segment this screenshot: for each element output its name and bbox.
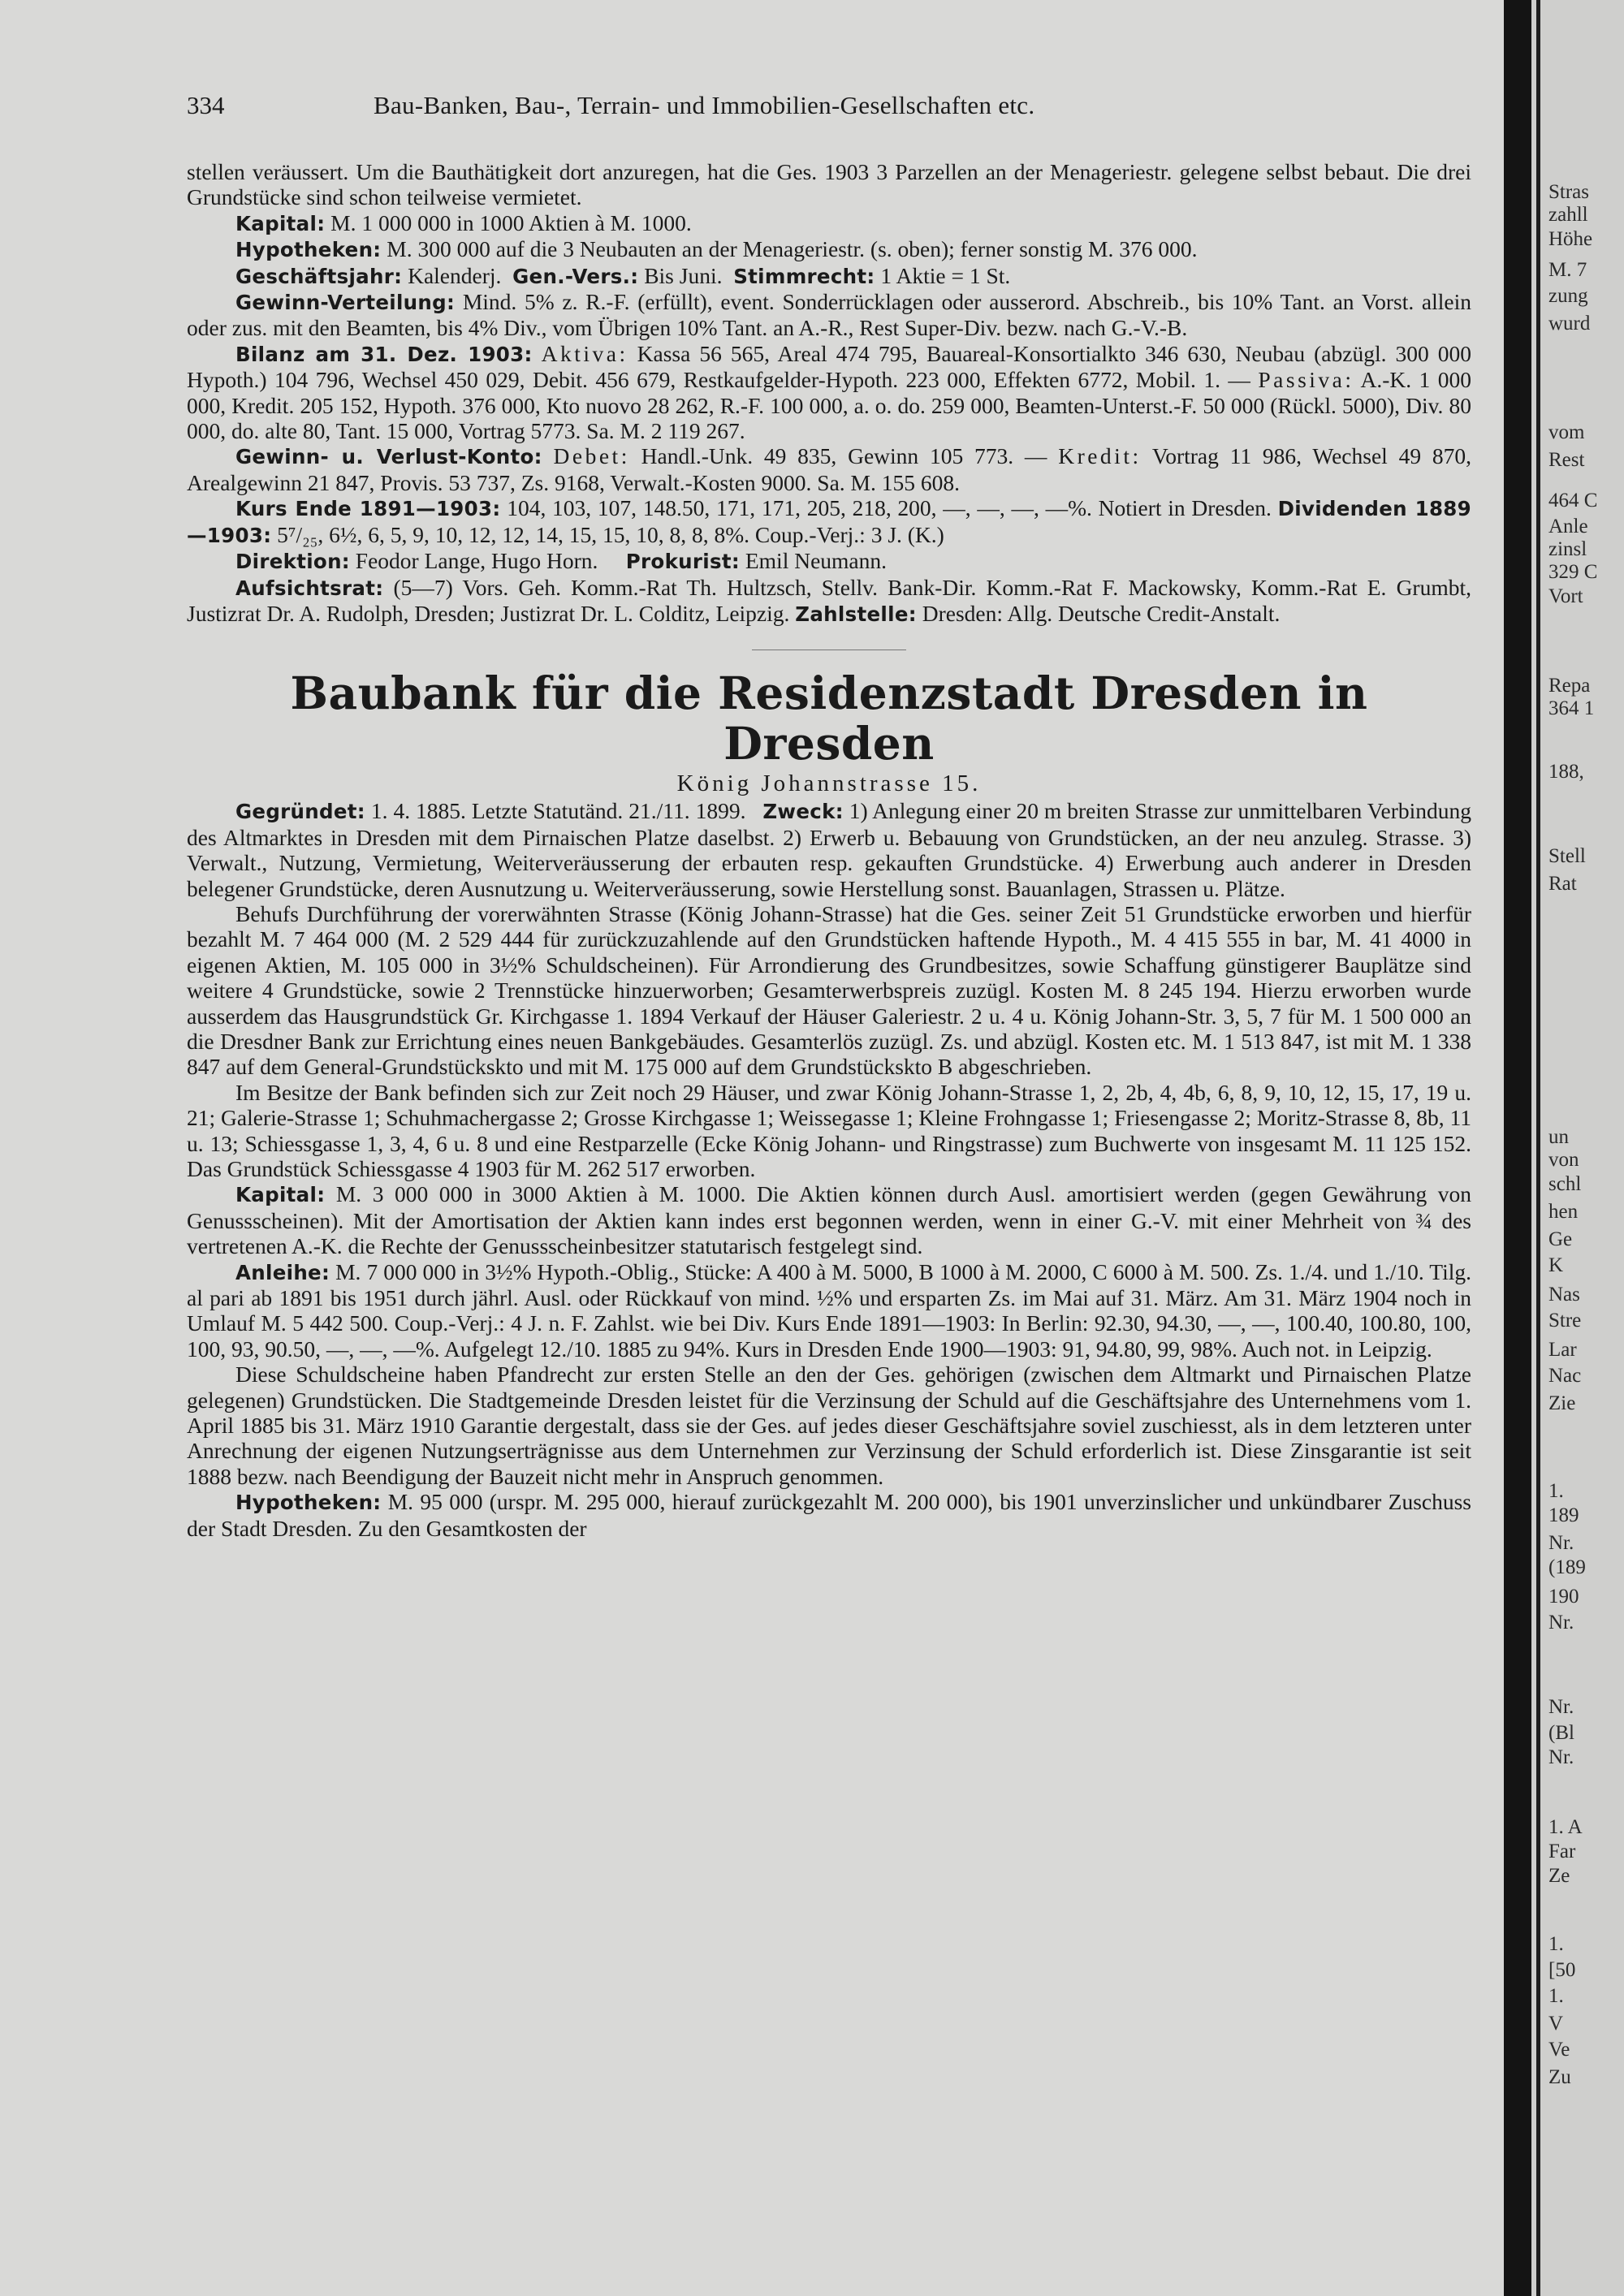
adjacent-page-fragment: Nr. (1548, 1612, 1574, 1634)
hypotheken-paragraph-2 (187, 1489, 1471, 1541)
adjacent-page-fragment: zinsl (1548, 538, 1587, 560)
gewinnverteilung-paragraph (187, 289, 1471, 341)
adjacent-page-fragment: 190 (1548, 1586, 1579, 1608)
adjacent-page-fragment: 464 C (1548, 490, 1598, 511)
kurs-paragraph (187, 495, 1471, 548)
stimmrecht-text: 1 Aktie = 1 St. (880, 262, 1011, 288)
zweck-label: Zweck: (762, 800, 844, 824)
adjacent-page-fragment: Zie (1548, 1392, 1576, 1414)
adjacent-page-fragment: K (1548, 1254, 1564, 1276)
adjacent-page-fragment: Ze (1548, 1865, 1570, 1887)
adjacent-page-fragment: Höhe (1548, 228, 1593, 250)
bilanz-paragraph (187, 341, 1471, 444)
zahlstelle-label: Zahlstelle: (795, 602, 917, 626)
entry-intro: stellen veräussert. Um die Bauthätigkeit dort anzuregen, hat die Ges. 1903 3 Parzellen an der Menageriestr. gelegene selbst bebaut. Die drei Grundstücke sind schon teilweise vermietet. (187, 159, 1471, 210)
guv-label: Gewinn- u. Verlust-Konto: (235, 445, 542, 469)
genvers-label: Gen.-Vers.: (512, 264, 639, 288)
adjacent-page-fragment: V (1548, 2013, 1564, 2035)
kurs-label: Kurs Ende 1891—1903: (235, 497, 501, 521)
direktion-label: Direktion: (235, 550, 350, 574)
bilanz-aktiva-label: Aktiva: (541, 340, 628, 366)
adjacent-page-fragment: un (1548, 1126, 1569, 1148)
aufsichtsrat-label: Aufsichtsrat: (235, 576, 384, 600)
adjacent-page-fragment: schl (1548, 1173, 1582, 1195)
guv-debet-text: Handl.-Unk. 49 835, Gewinn 105 773. — (641, 443, 1047, 469)
schuld-paragraph: Diese Schuldscheine haben Pfandrecht zur ersten Stelle an den der Ges. gehörigen (zwischen dem Altmarkt und Pirnaischen Platze gelegenen) Grundstücken. Die Stadtgemeinde Dresden leistet für die Verzinsung der Schuld auf die Geschäftsjahre des Unternehmens vom 1. April 1885 bis 31. März 1910 Garantie dergestalt, dass sie der Ges. auf jedes dieser Geschäftsjahre soviel zuschiesst, als in dem letzteren unter Anrechnung der eigenen Nutzungserträgnisse aus dem Unternehmen zur Verzinsung der Schuld erforderlich ist. Diese Zinsgarantie ist seit 1888 bezw. nach Beendigung der Bauzeit nicht mehr in Anspruch genommen. (187, 1362, 1471, 1489)
adjacent-page-fragment: Vort (1548, 585, 1583, 607)
kurs-text: 104, 103, 107, 148.50, 171, 171, 205, 218, 200, —, —, —, —%. Notiert in Dresden. (507, 495, 1272, 521)
book-gutter (1504, 0, 1531, 2296)
genvers-text: Bis Juni. (644, 262, 723, 288)
zahlstelle-text: Dresden: Allg. Deutsche Credit-Anstalt. (922, 600, 1281, 626)
bilanz-passiva-text: A.-K. 1 000 000, Kredit. 205 152, Hypoth. 376 000, Kto nuovo 28 262, R.-F. 100 000, a. o. do. 259 000, Beamten-Unterst.-F. 50 000 (Rückl. 5000), Div. 80 000, do. alte 80, Tant. 15 000, Vortrag 5773. Sa. M. 2 119 267. (187, 367, 1471, 444)
geschaeftsjahr-paragraph (187, 263, 1471, 289)
gegruendet-label: Gegründet: (235, 800, 365, 824)
adjacent-page-fragment: 1. (1548, 1480, 1564, 1502)
entry-heading: Baubank für die Residenzstadt Dresden in Dresden (290, 667, 1368, 770)
running-head-title: Bau-Banken, Bau-, Terrain- und Immobilien-Gesellschaften etc. (374, 91, 1035, 119)
bilanz-passiva-label: Passiva: (1258, 367, 1354, 393)
adjacent-page-fragment: Stre (1548, 1310, 1582, 1331)
adjacent-page-fragment: Anle (1548, 516, 1588, 537)
dividenden-label: Dividenden 1889—1903: (187, 497, 1471, 547)
adjacent-page-fragment: Ge (1548, 1228, 1573, 1250)
adjacent-page-fragment: M. 7 (1548, 259, 1587, 281)
adjacent-page-fragment: Nr. (1548, 1746, 1574, 1768)
adjacent-page-fragment: Nac (1548, 1365, 1582, 1387)
adjacent-page-fragment: Nas (1548, 1284, 1580, 1306)
guv-kredit-text: Vortrag 11 986, Wechsel 49 870, Arealgewinn 21 847, Provis. 53 737, Zs. 9168, Verwalt.-Kosten 9000. Sa. M. 155 608. (187, 443, 1472, 495)
aufsichtsrat-text: (5—7) Vors. Geh. Komm.-Rat Th. Hultzsch, Stellv. Bank-Dir. Komm.-Rat F. Mackowsky, Komm.-Rat E. Grumbt, Justizrat Dr. A. Rudolph, Dresden; Justizrat Dr. L. Colditz, Leipzig. (187, 574, 1471, 626)
adjacent-page-fragment: von (1548, 1149, 1579, 1171)
kapital-paragraph (187, 210, 1471, 236)
geschaeftsjahr-label: Geschäftsjahr: (235, 264, 403, 288)
guv-paragraph (187, 443, 1471, 495)
aufsichtsrat-paragraph (187, 575, 1471, 628)
adjacent-page-fragment: Zu (1548, 2066, 1571, 2088)
hypotheken-text-2: M. 95 000 (urspr. M. 295 000, hierauf zurückgezahlt M. 200 000), bis 1901 unverzinslicher und unkündbarer Zuschuss der Stadt Dresden. Zu den Gesamtkosten der (187, 1489, 1472, 1541)
adjacent-page-fragment: Ve (1548, 2039, 1570, 2061)
behufs-paragraph: Behufs Durchführung der vorerwähnten Strasse (König Johann-Strasse) hat die Ges. seiner Zeit 51 Grundstücke erworben und hierfür bezahlt M. 7 464 000 (M. 2 529 444 für zurückzuzahlende auf den Grundstücken haftende Hypoth., M. 4 415 555 in bar, M. 41 4000 in eigenen Aktien, M. 105 000 in 3½% Schuldscheinen). Für Arrondierung des Grundbesitzes, sowie Schaffung günstigerer Bauplätze sind weitere 4 Grundstücke, sowie 2 Trennstücke hinzuerworben; Gesamterwerbspreis zuzügl. Kosten M. 8 245 194. Hierzu erworben wurde ausserdem das Hausgrundstück Gr. Kirchgasse 1. 1894 Verkauf der Häuser Galeriestr. 2 u. 4 u. König Johann-Str. 3, 5, 7 für M. 1 500 000 an die Dresdner Bank zur Errichtung eines neuen Bankgebäudes. Gesamterlös zuzügl. Zs. und abzügl. Kosten etc. M. 1 513 847, ist mit M. 1 338 847 auf dem General-Grundstückskto und mit M. 175 000 auf dem Grundstückskto B abgeschrieben. (187, 900, 1471, 1080)
entry-baubank (187, 668, 1471, 1541)
adjacent-page-column (1536, 0, 1624, 2296)
adjacent-page-fragment: 188, (1548, 761, 1584, 783)
adjacent-page-fragment: wurd (1548, 313, 1591, 334)
kapital-text: M. 1 000 000 in 1000 Aktien à M. 1000. (330, 209, 692, 235)
adjacent-page-fragment: Far (1548, 1841, 1576, 1862)
hypotheken-label-2: Hypotheken: (235, 1491, 382, 1515)
adjacent-page-fragment: Rest (1548, 449, 1585, 471)
prokurist-label: Prokurist: (625, 550, 740, 574)
direktion-paragraph (187, 548, 1471, 574)
adjacent-page-fragment: Rat (1548, 873, 1577, 895)
adjacent-page-fragment: 189 (1548, 1504, 1579, 1526)
kapital-text-2: M. 3 000 000 in 3000 Aktien à M. 1000. Die Aktien können durch Ausl. amortisiert werden (gegen Gewährung von Genussscheinen). Mit der Amortisation der Aktien kann indes erst begonnen werden, wenn in einer G.-V. mit einer Mehrheit von ¾ des vertretenen A.-K. die Rechte der Genussscheinbesitzer statutarisch festgelegt sind. (187, 1181, 1472, 1259)
adjacent-page-fragment: Nr. (1548, 1532, 1574, 1554)
bilanz-aktiva-text: Kassa 56 565, Areal 474 795, Bauareal-Konsortialkto 346 630, Neubau (abzügl. 300 000 Hypoth.) 104 796, Wechsel 450 029, Debit. 456 679, Restkaufgelder-Hypoth. 223 000, Effekten 6772, Mobil. 1. — (187, 340, 1472, 393)
gegruendet-text: 1. 4. 1885. Letzte Statutänd. 21./11. 1899. (370, 798, 746, 824)
prokurist-text: Emil Neumann. (745, 548, 887, 574)
adjacent-page-fragment: Lar (1548, 1339, 1577, 1361)
adjacent-page-fragment: zung (1548, 285, 1588, 307)
guv-kredit-label: Kredit: (1058, 443, 1142, 469)
guv-debet-label: Debet: (553, 443, 630, 469)
anleihe-paragraph (187, 1259, 1471, 1362)
entry-address: König Johannstrasse 15. (676, 770, 982, 797)
entry-continued (187, 159, 1471, 627)
page-body (187, 159, 1471, 1541)
dividenden-text: 5⁷/₂₅, 6½, 6, 5, 9, 10, 12, 12, 14, 15, 15, 10, 8, 8, 8%. Coup.-Verj.: 3 J. (K.) (277, 521, 944, 547)
adjacent-page-fragment: 329 C (1548, 561, 1598, 583)
adjacent-page-fragment: 1. (1548, 1933, 1564, 1955)
zweck-text: 1) Anlegung einer 20 m breiten Strasse zur unmittelbaren Verbindung des Altmarktes in Dresden mit dem Pirnaischen Platze daselbst. 2) Erwerb u. Bebauung von Grundstücken, an der neu anzuleg. Strasse. 3) Verwalt., Nutzung, Vermietung, Weiterveräusserung der erbauten resp. gekauften Grundstücke. 4) Erwerbung auch anderer in Dresden belegener Grundstücke, deren Ausnutzung u. Weiterveräusserung, sowie Herstellung sonst. Bauanlagen, Strassen u. Plätze. (187, 798, 1472, 901)
adjacent-page-fragment: Stras (1548, 181, 1589, 203)
adjacent-page-fragment: zahll (1548, 204, 1588, 226)
adjacent-page-fragment: 1. A (1548, 1816, 1583, 1838)
adjacent-page-fragment: 1. (1548, 1985, 1564, 2007)
anleihe-text: M. 7 000 000 in 3½% Hypoth.-Oblig., Stücke: A 400 à M. 5000, B 1000 à M. 2000, C 6000 à M. 500. Zs. 1./4. und 1./10. Tilg. al pari ab 1891 bis 1951 durch jährl. Ausl. oder Rückkauf von mind. ½% und ersparten Zs. im Mai auf 31. März. Am 31. März 1904 noch in Umlauf M. 5 442 500. Coup.-Verj.: 4 J. n. F. Zahlst. wie bei Div. Kurs Ende 1891—1903: In Berlin: 92.30, 94.30, —, —, 100.40, 100.80, 100, 100, 93, 90.50, —, —, —%. Aufgelegt 12./10. 1885 zu 94%. Kurs in Dresden Ende 1900—1903: 91, 94.80, 99, 98%. Auch not. in Leipzig. (187, 1258, 1472, 1362)
kapital-paragraph-2 (187, 1181, 1471, 1258)
adjacent-page-fragment: [50 (1548, 1959, 1576, 1981)
direktion-text: Feodor Lange, Hugo Horn. (355, 548, 598, 574)
stimmrecht-label: Stimmrecht: (733, 264, 875, 288)
page-number: 334 (187, 91, 225, 119)
adjacent-page (1531, 0, 1624, 2296)
hypotheken-paragraph (187, 236, 1471, 262)
adjacent-page-fragment: (Bl (1548, 1722, 1574, 1744)
hypotheken-text: M. 300 000 auf die 3 Neubauten an der Menageriestr. (s. oben); ferner sonstig M. 376 000. (387, 236, 1198, 262)
gegruendet-paragraph (187, 798, 1471, 901)
kapital-label-2: Kapital: (235, 1183, 326, 1207)
kapital-label: Kapital: (235, 211, 326, 235)
besitz-paragraph: Im Besitze der Bank befinden sich zur Zeit noch 29 Häuser, und zwar König Johann-Strasse 1, 2, 2b, 4, 4b, 6, 8, 9, 10, 12, 15, 17, 19 u. 21; Galerie-Strasse 1; Schuhmachergasse 2; Grosse Kirchgasse 1; Weissegasse 1; Kleine Frohngasse 1; Friesengasse 2; Moritz-Strasse 8, 8b, 11 u. 13; Schiessgasse 1, 3, 4, 6 u. 8 und eine Restparzelle (Ecke König Johann- und Ringstrasse) zum Buchwerte von insgesamt M. 11 125 152. Das Grundstück Schiessgasse 4 1903 für M. 262 517 erworben. (187, 1079, 1471, 1181)
adjacent-page-fragment: 364 1 (1548, 697, 1595, 719)
adjacent-page-fragment: hen (1548, 1201, 1579, 1223)
gewinnverteilung-text: Mind. 5% z. R.-F. (erfüllt), event. Sonderrücklagen oder ausserord. Abschreib., bis 10% Tant. an Vorst. allein oder zus. mit den Beamten, bis 4% Div., vom Übrigen 10% Tant. an A.-R., Rest Super-Div. bezw. nach G.-V.-B. (187, 289, 1472, 341)
adjacent-page-fragment: Stell (1548, 845, 1586, 867)
gewinnverteilung-label: Gewinn-Verteilung: (235, 291, 456, 315)
adjacent-page-fragment: Repa (1548, 675, 1591, 697)
geschaeftsjahr-text: Kalenderj. (408, 262, 502, 288)
hypotheken-label: Hypotheken: (235, 238, 382, 262)
bilanz-label: Bilanz am 31. Dez. 1903: (235, 342, 533, 366)
anleihe-label: Anleihe: (235, 1260, 330, 1284)
adjacent-page-fragment: vom (1548, 421, 1585, 443)
adjacent-page-fragment: (189 (1548, 1556, 1586, 1578)
adjacent-page-fragment: Nr. (1548, 1696, 1574, 1718)
